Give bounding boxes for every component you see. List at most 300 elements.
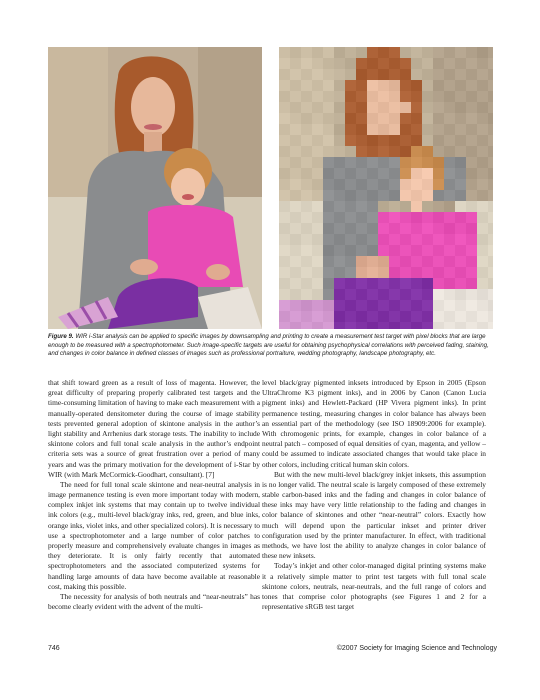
pixel-block <box>477 58 488 69</box>
pixel-block <box>334 256 345 267</box>
pixel-block <box>411 300 422 311</box>
pixel-block <box>334 69 345 80</box>
pixel-block <box>345 256 356 267</box>
pixel-block <box>290 311 301 322</box>
pixel-block <box>301 157 312 168</box>
pixel-block <box>367 278 378 289</box>
pixel-block <box>433 47 444 58</box>
pixel-block <box>466 212 477 223</box>
pixel-block <box>279 267 290 278</box>
pixel-block <box>433 267 444 278</box>
pixel-block <box>378 311 389 322</box>
pixel-block <box>279 234 290 245</box>
pixel-block <box>422 278 433 289</box>
pixel-block <box>356 201 367 212</box>
pixel-block <box>477 113 488 124</box>
pixel-block <box>444 80 455 91</box>
paragraph: Today’s inkjet and other color-managed digital printing systems make it a relatively simple matter to print test targets with full tonal scale skintone colors, neutrals, near-neutrals, and the full range of colors and tones that comprise color photographs (see Figures 1 and 2 for a representative sRGB test target <box>262 561 486 612</box>
pixel-block <box>334 311 345 322</box>
pixel-block <box>488 300 493 311</box>
pixel-block <box>312 47 323 58</box>
pixel-block <box>444 300 455 311</box>
pixel-block <box>312 278 323 289</box>
pixel-block <box>312 190 323 201</box>
pixel-block <box>411 234 422 245</box>
pixel-block <box>279 124 290 135</box>
pixel-block <box>334 58 345 69</box>
pixel-block <box>356 135 367 146</box>
pixel-block <box>411 168 422 179</box>
pixel-block <box>444 168 455 179</box>
pixel-block <box>290 47 301 58</box>
pixel-block <box>389 91 400 102</box>
pixel-block <box>334 212 345 223</box>
pixel-block <box>477 234 488 245</box>
pixel-block <box>477 168 488 179</box>
pixel-block <box>433 201 444 212</box>
pixel-block <box>290 135 301 146</box>
pixel-block <box>378 135 389 146</box>
pixel-block <box>367 267 378 278</box>
pixel-block <box>488 289 493 300</box>
pixel-block <box>400 47 411 58</box>
pixel-block <box>444 58 455 69</box>
pixel-block <box>455 80 466 91</box>
pixel-block <box>345 168 356 179</box>
figure-caption <box>48 333 500 359</box>
pixel-block <box>400 300 411 311</box>
pixel-block <box>323 113 334 124</box>
pixel-block <box>422 58 433 69</box>
pixel-block <box>488 267 493 278</box>
pixel-block <box>455 124 466 135</box>
pixel-block <box>477 300 488 311</box>
pixel-block <box>279 179 290 190</box>
pixel-block <box>466 289 477 300</box>
pixel-block <box>279 311 290 322</box>
pixel-block <box>378 201 389 212</box>
pixel-block <box>367 190 378 201</box>
pixel-block <box>301 234 312 245</box>
pixel-block <box>334 289 345 300</box>
pixel-block <box>411 91 422 102</box>
pixel-block <box>356 91 367 102</box>
pixel-block <box>444 256 455 267</box>
paragraph: that shift toward green as a result of loss of magenta. However, the great difficulty of preparing properly calibrated test targets and the time-consuming limitation of having to make each measurement with a manually-operated densitometer during the course of image stability tests prevented general adoption of skintone analysis in the author’s light stability and Arrhenius dark storage tests. The inability to include skintone colors and full tonal scale analysis in the author’s endpoint criteria sets was a source of great frustration over a period of many years and was the primary motivation for the development of i-Star by WIR (with Mark McCormick-Goodhart, consultant). [7] <box>48 378 260 479</box>
pixel-block <box>477 289 488 300</box>
pixel-block <box>345 47 356 58</box>
pixel-block <box>356 47 367 58</box>
pixel-block <box>279 146 290 157</box>
pixel-block <box>367 91 378 102</box>
pixel-block <box>400 190 411 201</box>
pixel-block <box>466 245 477 256</box>
pixel-block <box>301 311 312 322</box>
pixel-block <box>345 58 356 69</box>
pixel-block <box>400 322 411 329</box>
pixel-block <box>312 135 323 146</box>
pixel-block <box>301 256 312 267</box>
pixel-block <box>488 223 493 234</box>
pixel-block <box>334 179 345 190</box>
pixel-block <box>279 212 290 223</box>
pixel-block <box>356 69 367 80</box>
pixel-block <box>400 135 411 146</box>
pixel-block <box>378 47 389 58</box>
pixel-block <box>367 223 378 234</box>
pixel-block <box>279 113 290 124</box>
body-column-right <box>262 378 486 612</box>
pixel-block <box>455 135 466 146</box>
pixel-block <box>455 102 466 113</box>
pixel-block <box>433 256 444 267</box>
pixel-block <box>466 223 477 234</box>
pixel-block <box>433 168 444 179</box>
pixel-block <box>400 124 411 135</box>
pixel-block <box>477 190 488 201</box>
pixel-block <box>444 113 455 124</box>
pixel-block <box>323 322 334 329</box>
pixel-block <box>488 146 493 157</box>
pixel-block <box>488 190 493 201</box>
pixel-block <box>488 113 493 124</box>
pixel-block <box>323 300 334 311</box>
pixel-block <box>488 311 493 322</box>
pixel-block <box>334 223 345 234</box>
pixel-block <box>323 245 334 256</box>
pixel-block <box>477 245 488 256</box>
pixel-block <box>444 311 455 322</box>
pixel-block <box>466 91 477 102</box>
pixel-block <box>444 47 455 58</box>
pixel-block <box>389 267 400 278</box>
pixel-block <box>400 146 411 157</box>
pixel-block <box>389 223 400 234</box>
pixel-block <box>477 157 488 168</box>
pixel-block <box>400 311 411 322</box>
pixel-block <box>345 91 356 102</box>
pixel-block <box>301 135 312 146</box>
pixel-block <box>488 102 493 113</box>
pixel-block <box>411 289 422 300</box>
pixel-block <box>301 223 312 234</box>
pixel-block <box>290 289 301 300</box>
pixel-block <box>444 223 455 234</box>
pixel-block <box>455 113 466 124</box>
pixel-block <box>389 322 400 329</box>
pixel-block <box>411 113 422 124</box>
pixel-block <box>389 256 400 267</box>
pixel-block <box>411 322 422 329</box>
pixel-block <box>345 69 356 80</box>
pixel-block <box>422 124 433 135</box>
pixel-block <box>356 146 367 157</box>
pixel-block <box>466 168 477 179</box>
pixel-block <box>301 300 312 311</box>
pixel-block <box>356 157 367 168</box>
pixel-block <box>378 146 389 157</box>
pixel-block <box>312 146 323 157</box>
pixel-block <box>323 168 334 179</box>
pixel-block <box>400 223 411 234</box>
pixel-block <box>345 124 356 135</box>
pixel-block <box>411 80 422 91</box>
pixel-block <box>422 256 433 267</box>
pixel-block <box>422 245 433 256</box>
pixel-block <box>301 58 312 69</box>
pixel-block <box>356 322 367 329</box>
pixel-block <box>378 289 389 300</box>
pixel-block <box>389 47 400 58</box>
pixel-block <box>367 168 378 179</box>
pixel-block <box>378 58 389 69</box>
pixel-block <box>389 146 400 157</box>
pixel-block <box>356 278 367 289</box>
pixel-block <box>312 91 323 102</box>
pixel-block <box>444 91 455 102</box>
pixel-block <box>367 179 378 190</box>
pixel-block <box>433 190 444 201</box>
pixel-block <box>323 91 334 102</box>
pixel-block <box>378 102 389 113</box>
pixel-block <box>323 234 334 245</box>
pixel-block <box>411 69 422 80</box>
pixel-block <box>422 190 433 201</box>
pixel-block <box>323 201 334 212</box>
pixel-block <box>301 124 312 135</box>
pixel-block <box>389 234 400 245</box>
pixel-block <box>433 179 444 190</box>
pixel-block <box>301 322 312 329</box>
pixel-block <box>466 135 477 146</box>
pixel-block <box>477 146 488 157</box>
pixel-block <box>345 289 356 300</box>
pixel-block <box>389 113 400 124</box>
pixel-block <box>290 146 301 157</box>
pixel-block <box>312 168 323 179</box>
pixel-block <box>334 322 345 329</box>
pixel-block <box>378 179 389 190</box>
pixel-block <box>422 69 433 80</box>
pixel-block <box>477 267 488 278</box>
publisher-line: ©2007 Society for Imaging Science and Technology <box>336 645 497 652</box>
pixel-block <box>411 58 422 69</box>
pixel-block <box>400 256 411 267</box>
pixel-block <box>389 102 400 113</box>
pixel-block <box>466 47 477 58</box>
pixel-block <box>378 322 389 329</box>
pixel-block <box>312 289 323 300</box>
pixel-block <box>290 190 301 201</box>
pixel-block <box>433 146 444 157</box>
pixel-block <box>334 201 345 212</box>
pixel-block <box>411 256 422 267</box>
pixel-block <box>455 91 466 102</box>
pixel-block <box>334 124 345 135</box>
pixel-block <box>367 80 378 91</box>
pixel-block <box>345 300 356 311</box>
pixel-block <box>367 69 378 80</box>
pixel-block <box>422 322 433 329</box>
pixel-block <box>444 157 455 168</box>
pixel-block <box>455 168 466 179</box>
pixel-block <box>301 278 312 289</box>
pixel-block <box>422 311 433 322</box>
pixel-block <box>400 157 411 168</box>
pixel-block <box>477 212 488 223</box>
pixel-block <box>422 113 433 124</box>
pixel-block <box>422 91 433 102</box>
pixel-block <box>389 69 400 80</box>
pixel-block <box>411 245 422 256</box>
pixel-block <box>312 179 323 190</box>
pixel-block <box>389 124 400 135</box>
pixel-block <box>301 69 312 80</box>
pixel-block <box>279 157 290 168</box>
pixel-block <box>323 102 334 113</box>
pixel-block <box>323 289 334 300</box>
pixel-block <box>389 278 400 289</box>
pixel-block <box>312 267 323 278</box>
pixel-block <box>400 113 411 124</box>
pixel-block <box>323 179 334 190</box>
pixel-block <box>290 267 301 278</box>
pixel-block <box>444 146 455 157</box>
pixel-block <box>290 223 301 234</box>
pixel-block <box>433 124 444 135</box>
pixel-block <box>334 91 345 102</box>
pixel-block <box>345 234 356 245</box>
pixel-block <box>433 135 444 146</box>
pixel-block <box>345 146 356 157</box>
pixel-block <box>323 69 334 80</box>
pixel-block <box>466 113 477 124</box>
pixel-block <box>411 102 422 113</box>
pixel-block <box>312 234 323 245</box>
pixel-block <box>411 146 422 157</box>
pixel-block <box>389 179 400 190</box>
pixel-block <box>378 234 389 245</box>
pixel-block <box>455 146 466 157</box>
pixel-block <box>334 278 345 289</box>
pixel-block <box>367 102 378 113</box>
pixel-block <box>345 278 356 289</box>
pixel-block <box>356 80 367 91</box>
pixel-block <box>279 102 290 113</box>
pixel-block <box>433 223 444 234</box>
pixel-block <box>433 91 444 102</box>
pixel-block <box>422 146 433 157</box>
pixel-block <box>433 58 444 69</box>
pixel-block <box>334 157 345 168</box>
pixel-block <box>378 168 389 179</box>
pixel-block <box>488 168 493 179</box>
pixel-block <box>422 201 433 212</box>
pixel-block <box>312 58 323 69</box>
pixel-block <box>323 223 334 234</box>
pixel-block <box>367 113 378 124</box>
pixel-block <box>323 146 334 157</box>
pixel-block <box>477 179 488 190</box>
pixel-block <box>301 179 312 190</box>
pixel-block <box>356 113 367 124</box>
pixel-block <box>488 69 493 80</box>
pixel-block <box>488 157 493 168</box>
pixel-block <box>444 289 455 300</box>
pixel-block <box>367 212 378 223</box>
pixel-block <box>367 47 378 58</box>
pixel-block <box>411 47 422 58</box>
pixel-block <box>411 201 422 212</box>
pixel-block <box>301 168 312 179</box>
pixel-block <box>422 234 433 245</box>
pixel-block <box>389 190 400 201</box>
pixel-block <box>312 113 323 124</box>
caption-text: WIR i-Star analysis can be applied to specific images by downsampling and printing to create a measurement test target with pixel blocks that are large enough to be measured with a spectrophotometer. Such image-specific targets are useful for obtaining psychophysical correlations with perceived fading, staining, and changes in color balance in defined classes of images such as professional portraiture, wedding photography, landscape photography, etc. <box>48 333 489 358</box>
pixel-block <box>455 47 466 58</box>
pixel-block <box>422 212 433 223</box>
pixel-block <box>279 278 290 289</box>
pixel-block <box>411 157 422 168</box>
pixel-block <box>356 300 367 311</box>
pixel-block <box>345 190 356 201</box>
pixel-block <box>301 146 312 157</box>
pixel-block <box>290 102 301 113</box>
pixel-block <box>466 322 477 329</box>
pixel-block <box>389 80 400 91</box>
pixel-block <box>422 223 433 234</box>
pixel-block <box>345 80 356 91</box>
pixel-block <box>323 267 334 278</box>
pixel-block <box>389 212 400 223</box>
pixel-block <box>466 311 477 322</box>
pixel-block <box>378 91 389 102</box>
pixel-block <box>488 245 493 256</box>
pixel-block <box>400 102 411 113</box>
pixel-block <box>323 124 334 135</box>
pixel-block <box>488 47 493 58</box>
pixel-block <box>466 102 477 113</box>
pixel-block <box>345 179 356 190</box>
caption-label: Figure 9. <box>48 333 74 340</box>
pixel-block <box>411 212 422 223</box>
pixel-block <box>411 311 422 322</box>
pixel-block <box>290 278 301 289</box>
pixel-block <box>290 256 301 267</box>
pixel-block <box>455 69 466 80</box>
pixel-block <box>488 91 493 102</box>
pixel-block <box>389 289 400 300</box>
pixel-block <box>367 157 378 168</box>
pixel-block <box>455 289 466 300</box>
page-number: 746 <box>48 645 60 652</box>
pixel-block <box>356 311 367 322</box>
pixel-block <box>488 80 493 91</box>
pixel-block <box>301 212 312 223</box>
pixel-block <box>301 102 312 113</box>
pixelated-photo <box>279 47 493 329</box>
pixel-block <box>356 102 367 113</box>
pixel-block <box>334 245 345 256</box>
pixel-block <box>411 267 422 278</box>
figure-9 <box>48 47 499 329</box>
pixel-block <box>455 212 466 223</box>
pixel-block <box>378 124 389 135</box>
pixel-block <box>455 223 466 234</box>
pixel-block <box>444 135 455 146</box>
pixel-block <box>477 278 488 289</box>
pixel-block <box>411 179 422 190</box>
